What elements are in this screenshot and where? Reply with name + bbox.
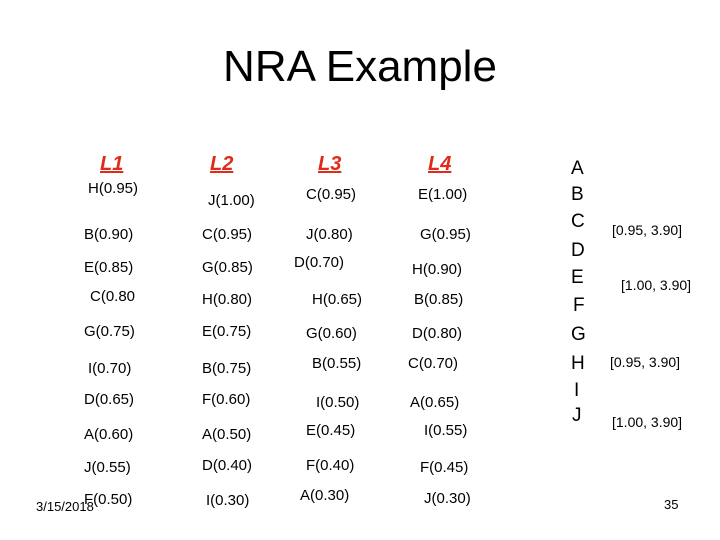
l4-item: I(0.55) — [424, 422, 468, 439]
l4-item: J(0.30) — [424, 490, 471, 507]
object-j: J — [572, 405, 582, 426]
l2-item: J(1.00) — [208, 192, 255, 209]
l4-item: B(0.85) — [414, 291, 464, 308]
l1-item: A(0.60) — [84, 426, 134, 443]
slide-title: NRA Example — [223, 42, 497, 91]
l4-item: C(0.70) — [408, 355, 459, 372]
object-f: F — [573, 295, 585, 316]
range-e: [1.00, 3.90] — [621, 277, 692, 293]
l1-item: H(0.95) — [88, 180, 139, 197]
l2-item: A(0.50) — [202, 426, 252, 443]
l2-item: B(0.75) — [202, 360, 252, 377]
l1-item: J(0.55) — [84, 459, 131, 476]
object-c: C — [571, 211, 585, 232]
l2-item: E(0.75) — [202, 323, 252, 340]
range-j: [1.00, 3.90] — [612, 414, 683, 430]
l3-item: F(0.40) — [306, 457, 355, 474]
l1-item: B(0.90) — [84, 226, 134, 243]
l3-item: B(0.55) — [312, 355, 362, 372]
l1-item: F(0.50) — [84, 491, 133, 508]
object-h: H — [571, 353, 585, 374]
list-header-l3: L3 — [318, 153, 342, 175]
l1-item: D(0.65) — [84, 391, 135, 408]
l2-item: G(0.85) — [202, 259, 253, 276]
l4-item: F(0.45) — [420, 459, 469, 476]
object-a: A — [571, 158, 584, 179]
l1-item: E(0.85) — [84, 259, 134, 276]
l4-item: E(1.00) — [418, 186, 468, 203]
object-d: D — [571, 240, 585, 261]
l1-item: I(0.70) — [88, 360, 132, 377]
l2-item: D(0.40) — [202, 457, 253, 474]
object-b: B — [571, 184, 584, 205]
l4-item: H(0.90) — [412, 261, 463, 278]
l2-item: F(0.60) — [202, 391, 251, 408]
l3-item: D(0.70) — [294, 254, 345, 271]
footer-date: 3/15/2018 — [36, 499, 94, 514]
object-e: E — [571, 267, 584, 288]
object-g: G — [571, 324, 586, 345]
l2-item: H(0.80) — [202, 291, 253, 308]
l2-item: C(0.95) — [202, 226, 253, 243]
l4-item: G(0.95) — [420, 226, 471, 243]
l3-item: I(0.50) — [316, 394, 360, 411]
list-header-l1: L1 — [100, 153, 124, 175]
l3-item: C(0.95) — [306, 186, 357, 203]
l1-item: G(0.75) — [84, 323, 135, 340]
list-header-l4: L4 — [428, 153, 452, 175]
l4-item: A(0.65) — [410, 394, 460, 411]
l3-item: A(0.30) — [300, 487, 350, 504]
l1-item: C(0.80 — [90, 288, 136, 305]
range-c: [0.95, 3.90] — [612, 222, 683, 238]
l4-item: D(0.80) — [412, 325, 463, 342]
l3-item: G(0.60) — [306, 325, 357, 342]
range-h: [0.95, 3.90] — [610, 354, 681, 370]
page-number: 35 — [664, 497, 679, 512]
object-i: I — [574, 380, 580, 401]
l3-item: J(0.80) — [306, 226, 353, 243]
list-header-l2: L2 — [210, 153, 234, 175]
l3-item: E(0.45) — [306, 422, 356, 439]
l3-item: H(0.65) — [312, 291, 363, 308]
l2-item: I(0.30) — [206, 492, 250, 509]
